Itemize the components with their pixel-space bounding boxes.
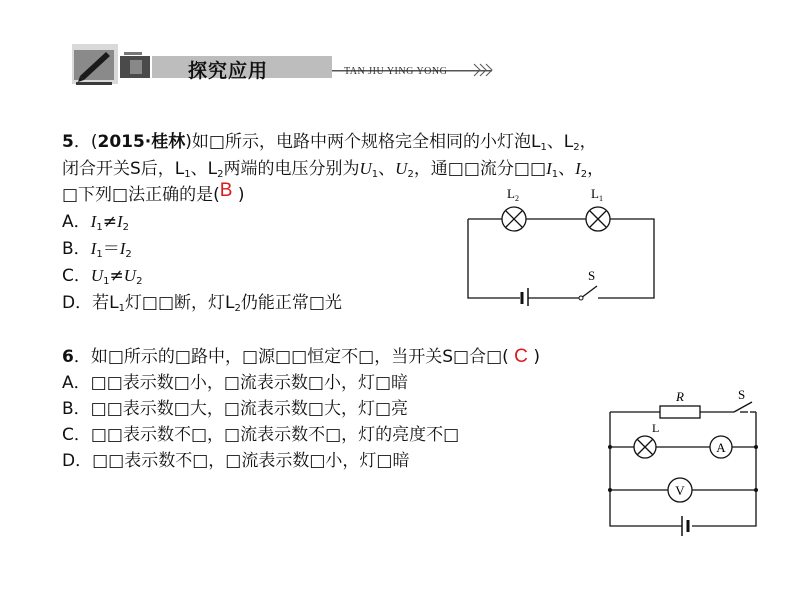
q6-option-a: A．□□表示数□小，□流表示数□小，灯□暗 <box>62 373 409 393</box>
q5-line-3: □下列□法正确的是(B ) <box>62 180 245 205</box>
lamp-l2-icon <box>502 207 526 231</box>
q5-lamp2-label: $L_2$ <box>507 186 519 203</box>
q6-resistor-label: R <box>676 389 684 404</box>
switch-contact-icon <box>579 296 583 300</box>
ammeter-icon <box>710 436 732 458</box>
resistor-icon <box>660 406 700 418</box>
q5-line-2: 闭合开关S后，$L_1$、$L_2$两端的电压分别为$U_1$、$U_2$，通□□流分$□□I_1$、$I_2$， <box>62 159 605 180</box>
q5-option-d: D．若$L_1$灯□□断，灯$L_2$仍能正常□光 <box>62 293 342 314</box>
q6-lamp-icon <box>634 436 656 458</box>
q6-option-b: B．□□表示数□大，□流表示数□大，灯□亮 <box>62 399 409 419</box>
banner-subtitle: TAN JIU YING YONG <box>344 66 448 77</box>
q5-line-1: 5．(2015·桂林)如□所示，电路中两个规格完全相同的小灯泡$L_1$、$L_2$， <box>62 132 597 153</box>
q6-answer: C <box>514 346 528 367</box>
lamp-l1-icon <box>586 207 610 231</box>
q6-switch-label: S <box>738 387 746 402</box>
pen-icon <box>74 50 114 85</box>
q5-lamp1-label: $L_1$ <box>591 186 603 203</box>
q5-option-c: C．$U_1\ne U_2$ <box>62 266 143 287</box>
q5-option-a: A．$I_1\ne I_2$ <box>62 212 129 233</box>
banner-title: 探究应用 <box>188 60 269 82</box>
q5-circuit-diagram <box>460 184 670 306</box>
q5-switch-label: S <box>588 268 596 283</box>
voltmeter-icon <box>668 478 692 502</box>
q5-answer: B <box>219 180 233 201</box>
q6-option-c: C．□□表示数不□，□流表示数不□，灯的亮度不□ <box>62 425 460 445</box>
q6-stem: 6．如□所示的□路中，□源□□恒定不□，当开关S□合□( C ) <box>62 346 540 367</box>
q6-lamp-label: L <box>652 421 660 435</box>
q5-option-b: B．$I_1=I_2$ <box>62 239 132 260</box>
q6-circuit-diagram <box>600 386 764 538</box>
q6-option-d: D．□□表示数不□，□流表示数□小，灯□暗 <box>62 451 410 471</box>
svg-text:A: A <box>716 440 726 455</box>
svg-text:V: V <box>675 483 685 498</box>
